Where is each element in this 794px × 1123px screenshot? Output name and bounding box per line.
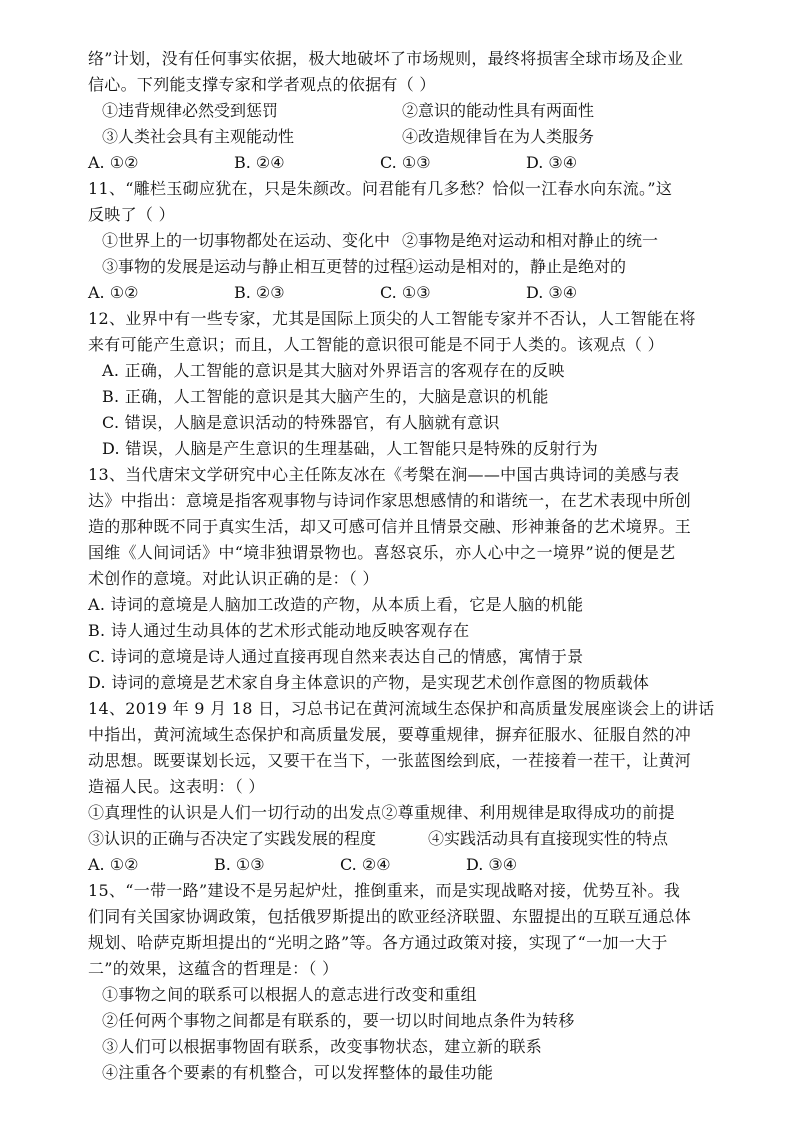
q14-answer-b: B. ①③ — [214, 855, 265, 874]
q13-line-1: 13、当代唐宋文学研究中心主任陈友冰在《考槃在涧——中国古典诗词的美感与表 — [88, 465, 680, 484]
q14-options-row-1: ①真理性的认识是人们一切行动的出发点②尊重规律、利用规律是取得成功的前提 — [88, 803, 675, 822]
intro-answer-b: B. ②④ — [234, 153, 285, 172]
q13-option-a: A. 诗词的意境是人脑加工改造的产物，从本质上看，它是人脑的机能 — [88, 595, 584, 614]
intro-options-row-2 — [88, 124, 688, 150]
q11-answer-a: A. ①② — [88, 283, 139, 302]
q15-option-4: ④注重各个要素的有机整合，可以发挥整体的最佳功能 — [102, 1063, 494, 1082]
intro-answer-a: A. ①② — [88, 153, 139, 172]
q14-line-1: 14、2019 年 9 月 18 日，习总书记在黄河流域生态保护和高质量发展座谈会上的讲话 — [88, 699, 715, 718]
q15-line-4: 二”的效果，这蕴含的哲理是：（ ） — [88, 959, 339, 978]
q15-option-1: ①事物之间的联系可以根据人的意志进行改变和重组 — [102, 985, 477, 1004]
q13-option-b: B. 诗人通过生动具体的艺术形式能动地反映客观存在 — [88, 621, 470, 640]
q11-options-row-2 — [88, 254, 688, 280]
q14-line-2: 中指出，黄河流域生态保护和高质量发展，要尊重规律，摒弃征服水、征服自然的冲 — [88, 725, 692, 744]
intro-option-2: ②意识的能动性具有两面性 — [402, 101, 595, 120]
q11-option-1: ①世界上的一切事物都处在运动、变化中 — [102, 231, 391, 250]
q11-answer-d: D. ③④ — [526, 283, 578, 302]
q15-option-2: ②任何两个事物之间都是有联系的，要一切以时间地点条件为转移 — [102, 1011, 575, 1030]
q13-line-3: 造的那种既不同于真实生活，却又可感可信并且情景交融、形神兼备的艺术境界。王 — [88, 517, 692, 536]
q13-option-d: D. 诗词的意境是艺术家自身主体意识的产物，是实现艺术创作意图的物质载体 — [88, 673, 650, 692]
intro-line-1: 络”计划，没有任何事实依据，极大地破坏了市场规则，最终将损害全球市场及企业 — [88, 49, 684, 68]
q11-options-row-1 — [88, 228, 688, 254]
q11-option-4: ④运动是相对的，静止是绝对的 — [402, 257, 627, 276]
q13-option-c: C. 诗词的意境是诗人通过直接再现自然来表达自己的情感，寓情于景 — [88, 647, 584, 666]
q12-option-c: C. 错误，人脑是意识活动的特殊器官，有人脑就有意识 — [102, 413, 500, 432]
q12-option-a: A. 正确，人工智能的意识是其大脑对外界语言的客观存在的反映 — [102, 361, 565, 380]
q14-option-3: ③认识的正确与否决定了实践发展的程度 — [88, 829, 377, 848]
intro-option-3: ③人类社会具有主观能动性 — [102, 127, 295, 146]
q15-line-3: 规划、哈萨克斯坦提出的“光明之路”等。各方通过政策对接，实现了“一加一大于 — [88, 933, 668, 952]
q12-option-d: D. 错误，人脑是产生意识的生理基础，人工智能只是特殊的反射行为 — [102, 439, 599, 458]
q15-option-3: ③人们可以根据事物固有联系，改变事物状态，建立新的联系 — [102, 1037, 543, 1056]
q11-option-2: ②事物是绝对运动和相对静止的统一 — [402, 231, 659, 250]
q14-line-3: 动思想。既要谋划长远，又要干在当下，一张蓝图绘到底，一茬接着一茬干，让黄河 — [88, 751, 692, 770]
q11-line-2: 反映了（ ） — [88, 205, 175, 224]
intro-option-4: ④改造规律旨在为人类服务 — [402, 127, 595, 146]
q14-options-row-2 — [88, 826, 688, 852]
q14-line-4: 造福人民。这表明：（ ） — [88, 777, 265, 796]
q11-answer-c: C. ①③ — [380, 283, 431, 302]
q13-line-4: 国维《人间词话》中“境非独谓景物也。喜怒哀乐，亦人心中之一境界”说的便是艺 — [88, 543, 676, 562]
q14-answer-d: D. ③④ — [466, 855, 518, 874]
q11-option-3: ③事物的发展是运动与静止相互更替的过程 — [102, 257, 407, 276]
q11-answer-b: B. ②③ — [234, 283, 285, 302]
q13-line-2: 达》中指出：意境是指客观事物与诗词作家思想感情的和谐统一，在艺术表现中所创 — [88, 491, 692, 510]
q14-option-4: ④实践活动具有直接现实性的特点 — [428, 829, 669, 848]
q14-answer-c: C. ②④ — [340, 855, 391, 874]
q13-line-5: 术创作的意境。对此认识正确的是：（ ） — [88, 569, 379, 588]
intro-option-1: ①违背规律必然受到惩罚 — [102, 101, 279, 120]
intro-line-2: 信心。下列能支撑专家和学者观点的依据有（ ） — [88, 75, 436, 94]
q15-line-2: 们同有关国家协调政策，包括俄罗斯提出的欧亚经济联盟、东盟提出的互联互通总体 — [88, 907, 692, 926]
q14-answer-a: A. ①② — [88, 855, 139, 874]
intro-options-row-1 — [88, 98, 688, 124]
intro-answer-c: C. ①③ — [380, 153, 431, 172]
q15-line-1: 15、“一带一路”建设不是另起炉灶，推倒重来，而是实现战略对接，优势互补。我 — [88, 881, 681, 900]
intro-answer-d: D. ③④ — [526, 153, 578, 172]
intro-answers — [88, 150, 688, 176]
q11-line-1: 11、“雕栏玉砌应犹在，只是朱颜改。问君能有几多愁？恰似一江春水向东流。”这 — [88, 179, 673, 198]
q11-answers — [88, 280, 688, 306]
q14-answers — [88, 852, 688, 878]
q12-line-1: 12、业界中有一些专家，尤其是国际上顶尖的人工智能专家并不否认，人工智能在将 — [88, 309, 696, 328]
q12-option-b: B. 正确，人工智能的意识是其大脑产生的，大脑是意识的机能 — [102, 387, 549, 406]
q12-line-2: 来有可能产生意识；而且，人工智能的意识很可能是不同于人类的。该观点（ ） — [88, 335, 664, 354]
exam-page — [88, 46, 715, 1086]
